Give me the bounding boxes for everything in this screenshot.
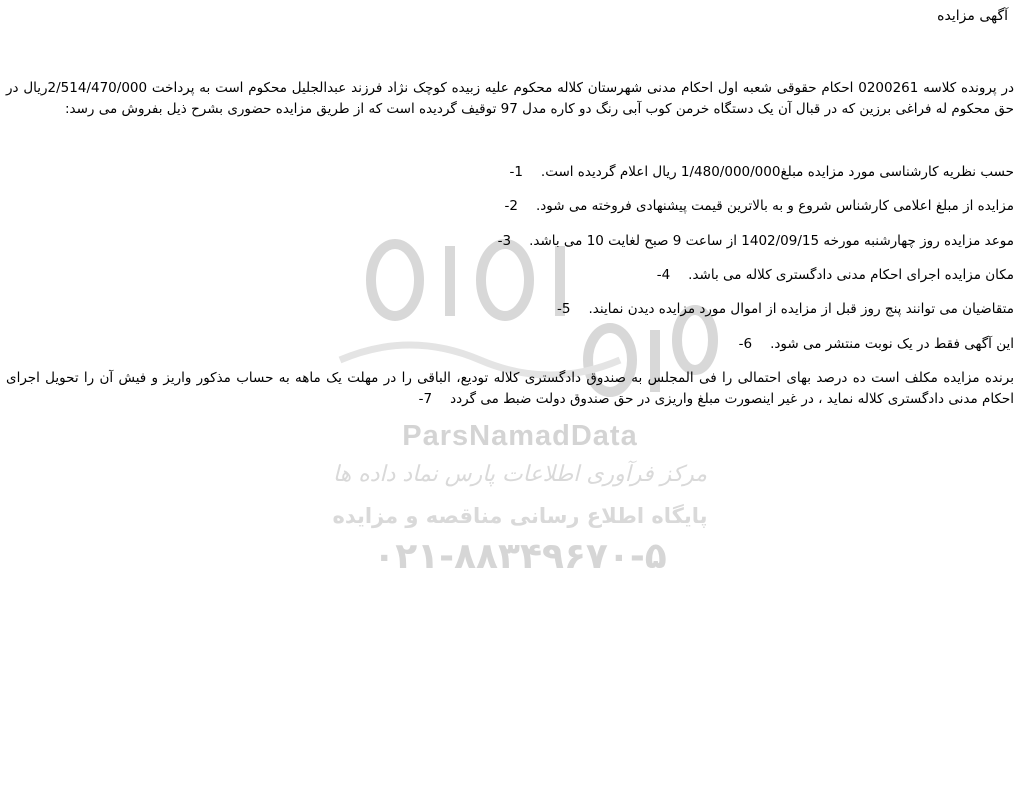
ad-title: آگهی مزایده xyxy=(937,8,1008,24)
ad-item-2 xyxy=(6,196,1014,217)
ad-item-number: 7- xyxy=(418,391,433,407)
ad-item-number: 3- xyxy=(497,233,512,249)
ad-item-number: 6- xyxy=(738,336,753,352)
ad-item-6 xyxy=(6,334,1014,355)
ad-item-5 xyxy=(6,299,1014,320)
ad-item-7 xyxy=(6,368,1014,410)
ad-item-text: متقاضیان می توانند پنج روز قبل از مزایده از اموال مورد مزایده دیدن نمایند. xyxy=(588,301,1014,317)
ad-item-number: 2- xyxy=(504,198,518,214)
ad-item-text: موعد مزایده روز چهارشنبه مورخه 1402/09/15 از ساعت 9 صبح لغایت 10 می باشد. xyxy=(529,233,1014,249)
watermark-phone: ۰۲۱-۸۸۳۴۹۶۷۰-۵ xyxy=(373,536,667,577)
ad-item-number: 5- xyxy=(557,301,571,317)
ad-item-text: حسب نظریه کارشناسی مورد مزایده مبلغ1/480/000/000 ریال اعلام گردیده است. xyxy=(540,164,1014,180)
ad-item-text: برنده مزایده مکلف است ده درصد بهای احتمالی را فی المجلس به صندوق دادگستری کلاله تودیع، الباقی را در مهلت یک ماهه به حساب مذکور واریز و فیش آن را تحویل اجرای احکام مدنی دادگستری کلاله نماید ، در غیر اینصورت مبلغ واریزی در حق صندوق دولت ضبط می گردد xyxy=(6,370,1014,407)
ad-item-text: مزایده از مبلغ اعلامی کارشناس شروع و به بالاترین قیمت پیشنهادی فروخته می شود. xyxy=(535,198,1014,214)
ad-item-3 xyxy=(6,231,1014,252)
ad-item-number: 1- xyxy=(509,164,523,180)
ad-item-1 xyxy=(6,162,1014,183)
ad-item-4 xyxy=(6,265,1014,286)
watermark-brand: ParsNamadData xyxy=(402,420,638,452)
watermark-portal: پایگاه اطلاع رسانی مناقصه و مزایده xyxy=(332,504,708,528)
watermark-subtitle: مرکز فرآوری اطلاعات پارس نماد داده ها xyxy=(332,462,708,487)
ad-item-number: 4- xyxy=(656,267,671,283)
ad-item-text: مکان مزایده اجرای احکام مدنی دادگستری کلاله می باشد. xyxy=(688,267,1014,283)
ad-item-text: این آگهی فقط در یک نوبت منتشر می شود. xyxy=(770,336,1014,352)
ad-intro: در پرونده کلاسه 0200261 احکام حقوقی شعبه اول احکام مدنی شهرستان کلاله محکوم علیه زبیده کوچک نژاد فرزند عبدالجلیل محکوم است به پرداخت 2/514/470/000ریال در حق محکوم له فراغی برزین که در قبال آن یک دستگاه خرمن کوب آبی رنگ دو کاره مدل 97 توقیف گردیده است که از طریق مزایده حضوری بشرح ذیل بفروش می رسد: xyxy=(6,80,1014,117)
